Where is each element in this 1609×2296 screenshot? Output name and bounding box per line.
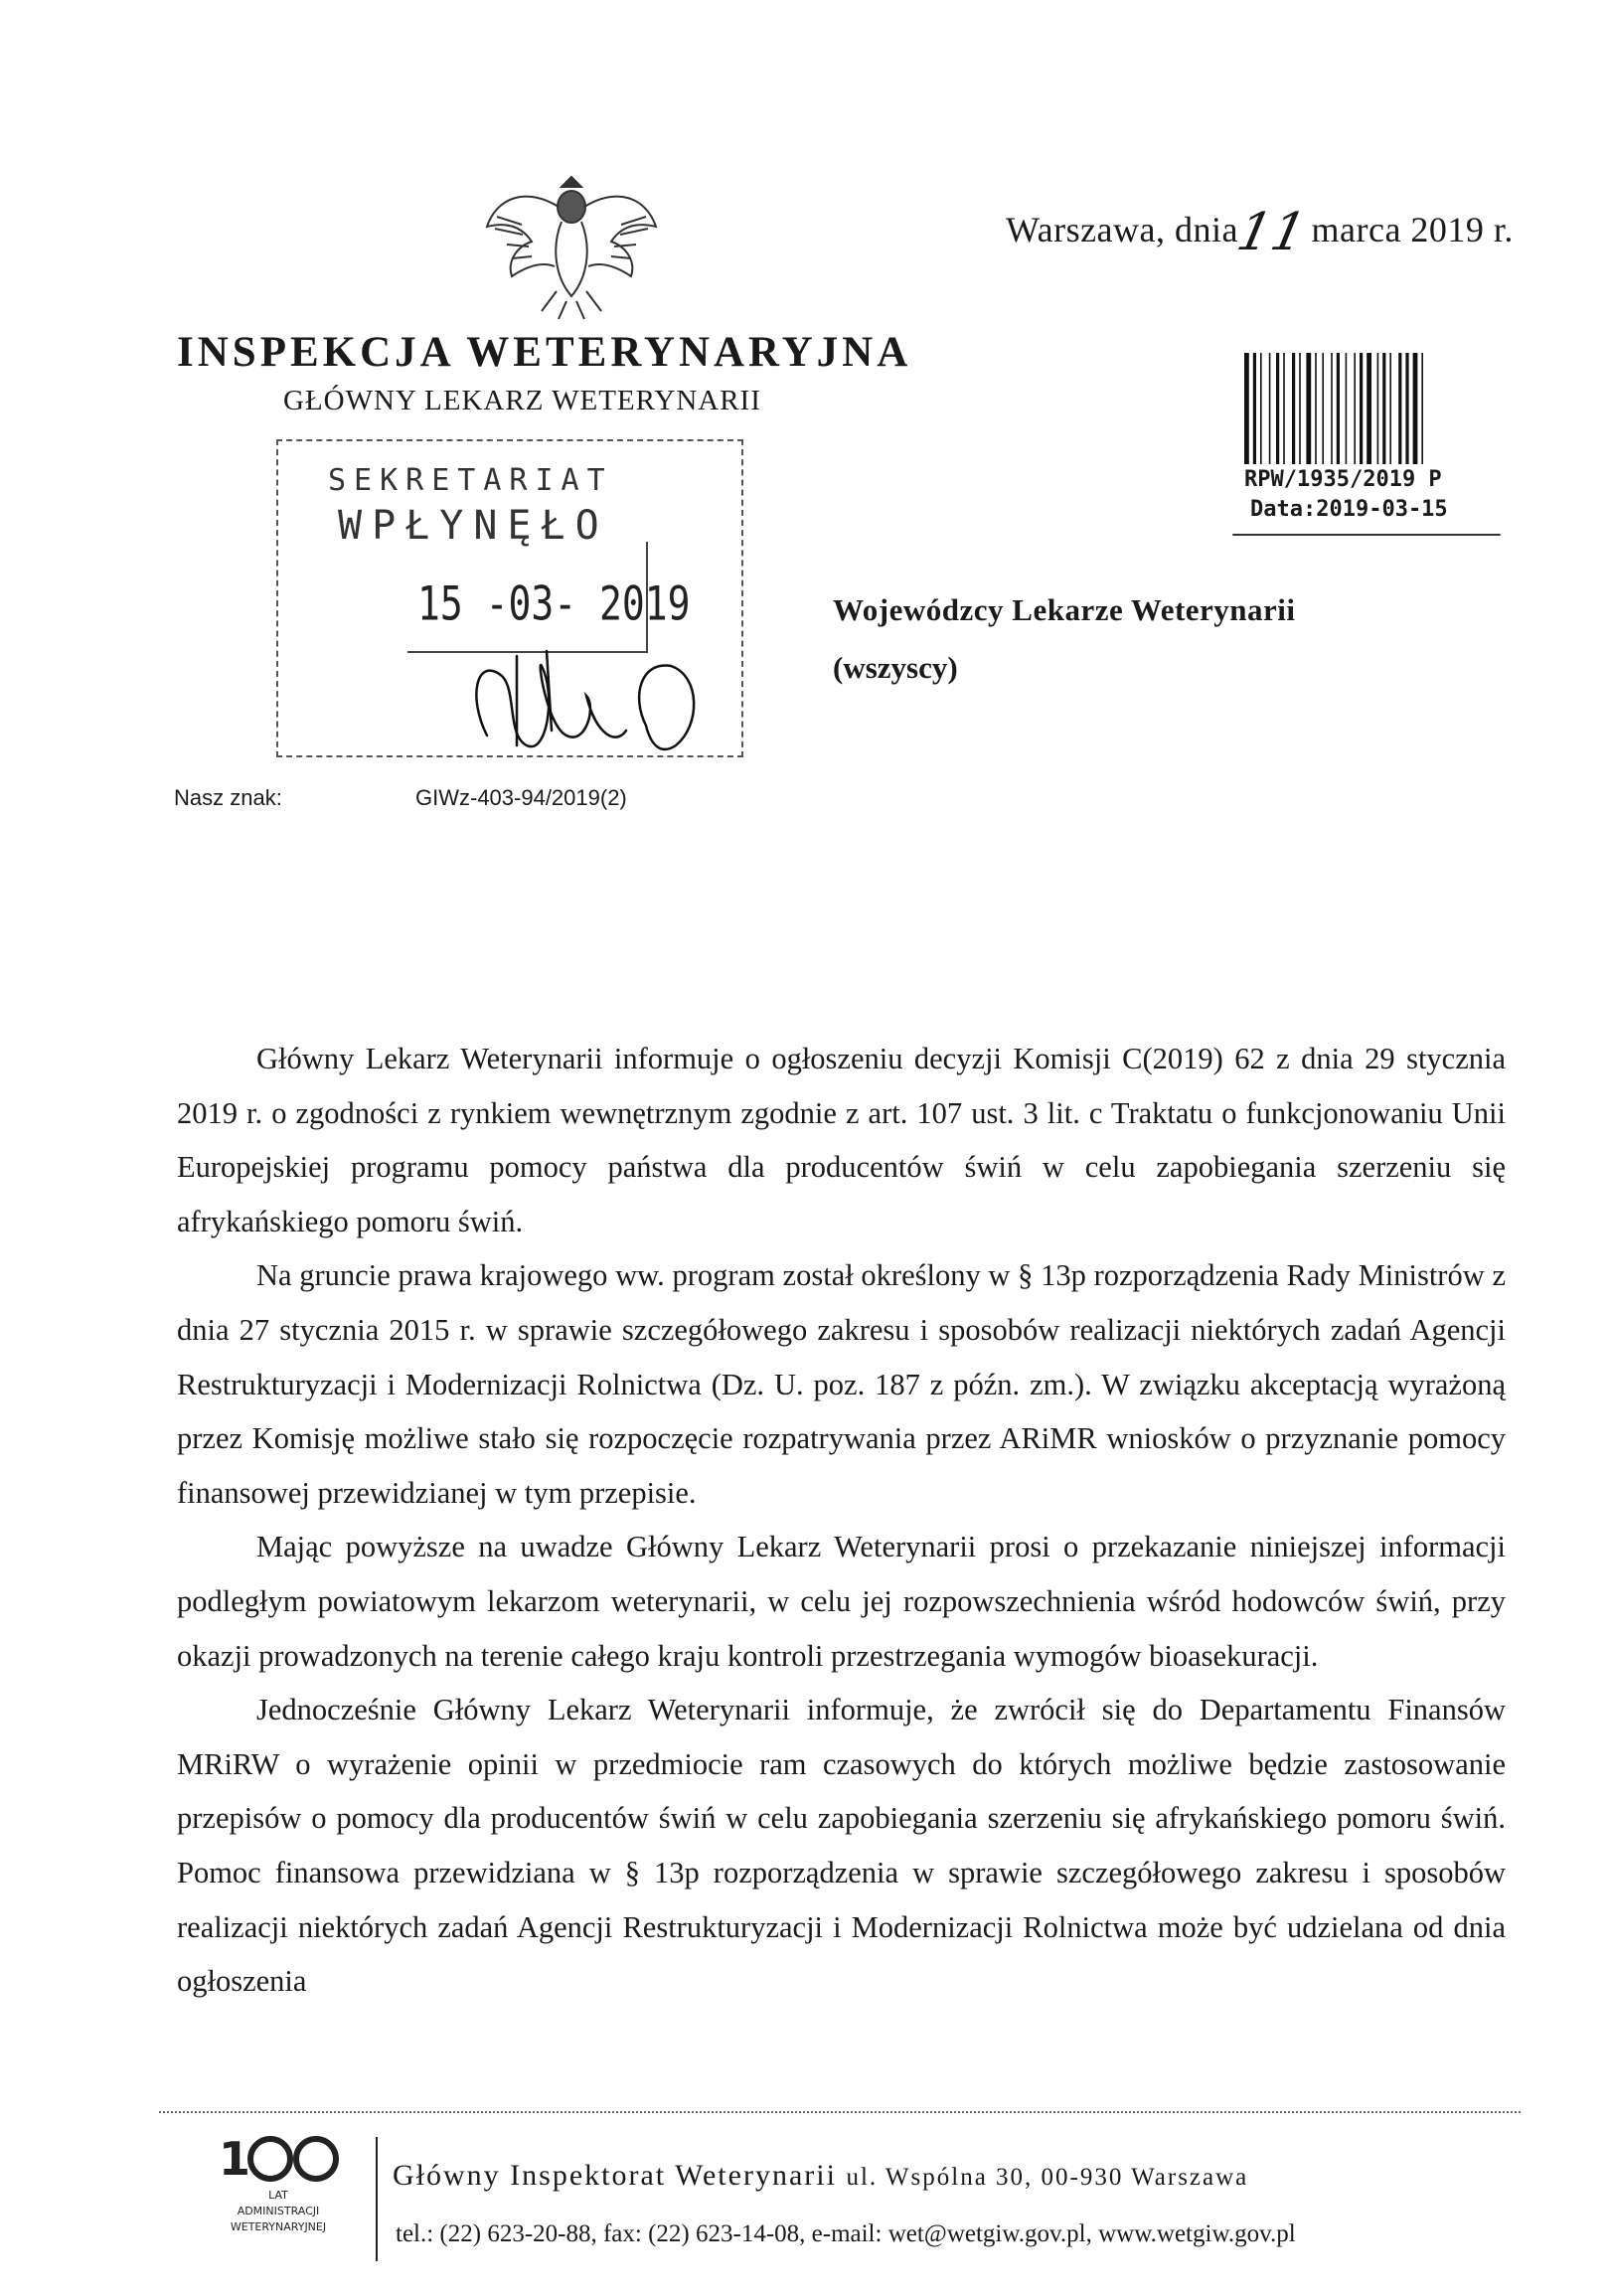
recipient-note: (wszyscy) [833,650,958,685]
barcode-bar [1360,353,1363,464]
barcode-bar [1398,353,1401,464]
barcode-bar [1337,353,1340,464]
barcode-bar [1260,353,1262,464]
barcode-bar [1346,353,1348,464]
barcode-bar [1413,353,1418,464]
barcode-bar [1253,353,1256,464]
organization-name: INSPEKCJA WETERYNARYJNA [177,329,912,376]
svg-text:LAT: LAT [268,2189,288,2202]
footer-divider [159,2111,1521,2113]
stamp-received-label: WPŁYNĘŁO [338,503,609,549]
barcode-underline [1232,534,1501,536]
barcode-bar [1405,353,1408,464]
barcode-bar [1269,353,1271,464]
svg-text:ADMINISTRACJI: ADMINISTRACJI [237,2205,320,2217]
reference-label: Nasz znak: [174,785,282,810]
reference-number: GIWz-403-94/2019(2) [415,785,627,810]
footer-address: ul. Wspólna 30, 00-930 Warszawa [846,2164,1249,2191]
barcode-bar [1354,353,1356,464]
barcode-bar [1322,353,1324,464]
eagle-emblem-icon [467,167,676,326]
barcode-bar [1283,353,1285,464]
barcode [1244,353,1473,464]
barcode-date: Data:2019-03-15 [1250,497,1448,522]
recipient-name: Wojewódzcy Lekarze Weterynarii [833,592,1296,627]
barcode-bar [1306,353,1311,464]
barcode-bar [1367,353,1371,464]
stamp-date: 15 -03- 2019 [417,575,691,631]
organization-subtitle: GŁÓWNY LEKARZ WETERYNARII [283,385,761,416]
handwritten-signature [447,636,725,765]
footer-institution: Główny Inspektorat Weterynarii [393,2159,837,2192]
date-suffix: marca 2019 r. [1311,210,1514,249]
barcode-bar [1315,353,1317,464]
date-day-handwritten: 11 [1231,203,1312,262]
body-paragraph: Jednocześnie Główny Lekarz Weterynarii informuje, że zwrócił się do Departamentu Finansów MRiRW o wyrażenie opinii w przedmiocie ram czasowych do których możliwe będzie zastosowanie przepisów o pomocy dla producentów świń w celu zapobiegania szerzeniu się afrykańskiego pomoru świń. Pomoc finansowa przewidziana w § 13p rozporządzenia w sprawie szczegółowego zakresu i sposobów realizacji niektórych zadań Agencji Restrukturyzacji i Modernizacji Rolnictwa może być udzielana od dnia ogłoszenia [177,1693,1506,1999]
footer-institution-line [393,2159,1248,2193]
barcode-bar [1292,353,1295,464]
footer-contact: tel.: (22) 623-20-88, fax: (22) 623-14-08, e-mail: wet@wetgiw.gov.pl, www.wetgiw.gov.pl [396,2220,1296,2247]
svg-text:WETERYNARYJNEJ: WETERYNARYJNEJ [230,2220,327,2233]
date-prefix: Warszawa, dnia [1006,210,1238,249]
document-date [1006,195,1514,262]
barcode-code: RPW/1935/2019 P [1244,467,1442,492]
barcode-bar [1389,353,1391,464]
barcode-bar [1382,353,1385,464]
barcode-bar [1299,353,1301,464]
footer-separator [376,2137,378,2261]
barcode-bar [1276,353,1279,464]
barcode-bar [1377,353,1379,464]
svg-text:1: 1 [219,2132,251,2186]
body-paragraph: Na gruncie prawa krajowego ww. program został określony w § 13p rozporządzenia Rady Ministrów z dnia 27 stycznia 2015 r. w sprawie szczegółowego zakresu i sposobów realizacji niektórych zadań Agencji Restrukturyzacji i Modernizacji Rolnictwa (Dz. U. poz. 187 z późn. zm.). W związku akceptacją wyrażoną przez Komisję możliwe stało się rozpoczęcie rozpatrywania przez ARiMR wniosków o przyznanie pomocy finansowej przewidzianej w tym przepisie. [177,1258,1506,1510]
stamp-heading: SEKRETARIAT [328,463,613,498]
barcode-bar [1331,353,1333,464]
body-paragraph: Główny Lekarz Weterynarii informuje o ogłoszeniu decyzji Komisji C(2019) 62 z dnia 29 stycznia 2019 r. o zgodności z rynkiem wewnętrznym zgodnie z art. 107 ust. 3 lit. c Traktatu o funkcjonowaniu Unii Europejskiej programu pomocy państwa dla producentów świń w celu zapobiegania szerzeniu się afrykańskiego pomoru świń. [177,1042,1506,1238]
letter-body [177,1032,1506,2009]
barcode-bar [1421,353,1423,464]
barcode-bar [1244,353,1249,464]
body-paragraph: Mając powyższe na uwadze Główny Lekarz Weterynarii prosi o przekazanie niniejszej informacji podległym powiatowym lekarzom weterynarii, w celu jej rozpowszechnienia wśród hodowców świń, przy okazji prowadzonych na terenie całego kraju kontroli przestrzegania wymogów bioasekuracji. [177,1530,1506,1673]
centenary-logo-icon [199,2127,358,2251]
